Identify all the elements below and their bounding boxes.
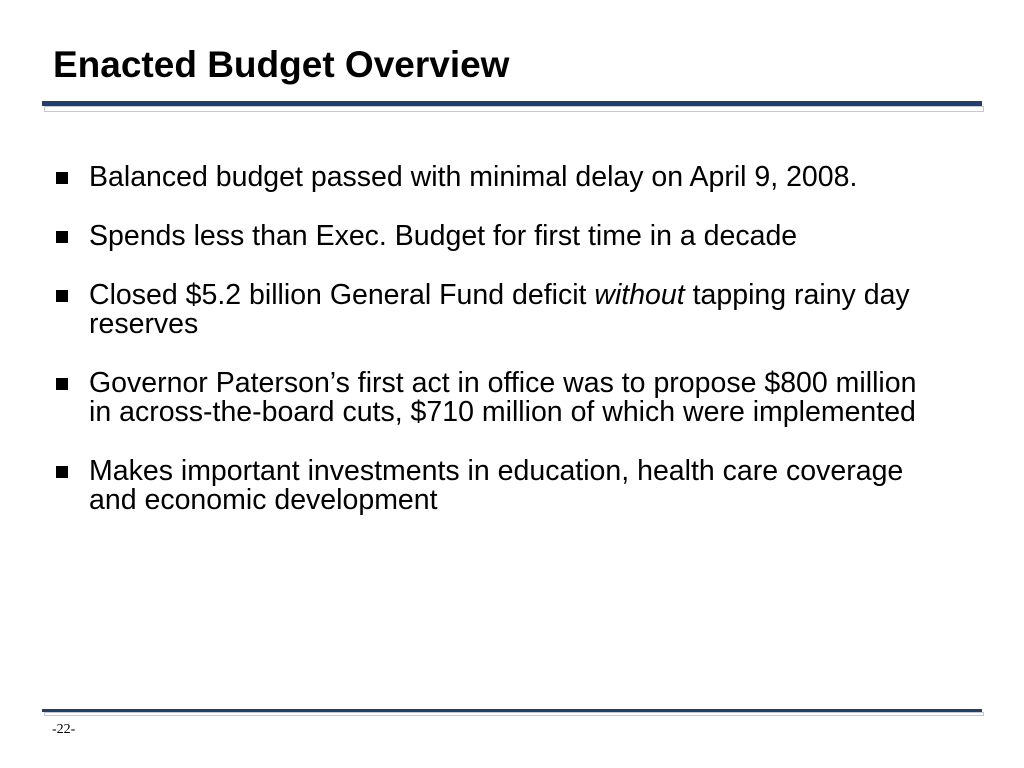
- footer-divider-shadow: [44, 712, 984, 716]
- slide-title: Enacted Budget Overview: [53, 44, 510, 85]
- square-bullet-icon: [56, 172, 68, 184]
- square-bullet-icon: [56, 466, 68, 478]
- bullet-list: [56, 163, 936, 515]
- bullet-item: [56, 457, 936, 515]
- bullet-text: Spends less than Exec. Budget for first time in a decade: [89, 220, 798, 252]
- title-divider-shadow: [44, 106, 984, 112]
- bullet-text-after: tapping rainy day reserves: [89, 279, 910, 340]
- square-bullet-icon: [56, 378, 68, 390]
- bullet-text-emphasis: without: [594, 279, 685, 311]
- bullet-text: Balanced budget passed with minimal delay on April 9, 2008.: [89, 161, 858, 193]
- square-bullet-icon: [56, 290, 68, 302]
- bullet-text: Governor Paterson’s first act in office was to propose $800 million in across-the-board cuts, $710 million of which were implemented: [89, 367, 917, 428]
- bullet-item: [56, 222, 936, 251]
- bullet-text-before: Closed $5.2 billion General Fund deficit: [89, 279, 595, 311]
- bullet-item: [56, 163, 936, 192]
- bullet-item: [56, 369, 936, 427]
- page-number: -22-: [52, 722, 76, 737]
- bullet-item: [56, 281, 936, 339]
- bullet-text: Makes important investments in education, health care coverage and economic development: [89, 455, 904, 516]
- square-bullet-icon: [56, 231, 68, 243]
